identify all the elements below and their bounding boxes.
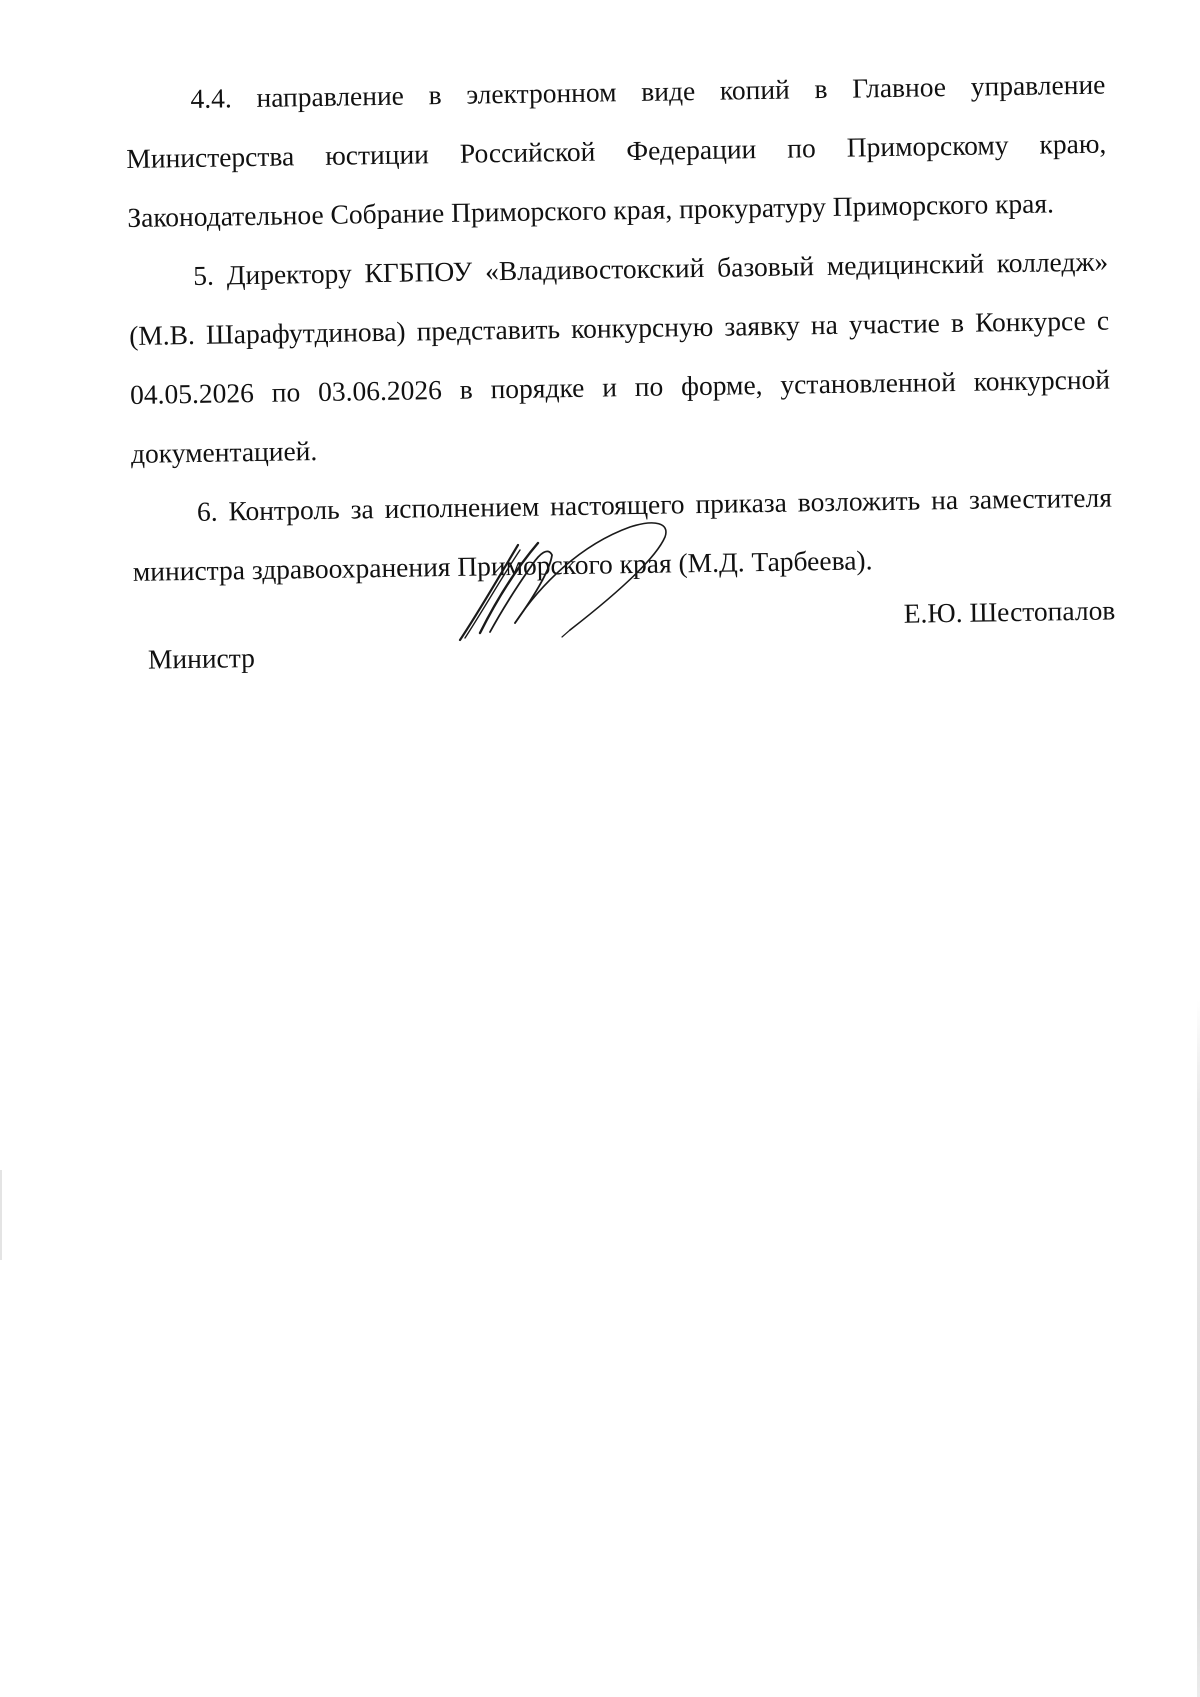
scan-edge-left xyxy=(0,1170,2,1260)
paragraph-5: 5. Директору КГБПОУ «Владивостокский базовый медицинский колледж» (М.В. Шарафутдинова) представить конкурсную заявку на участие в Конкурсе с 04.05.2026 по 03.06.2026 в порядке и по форме, установленной конкурсной документацией. xyxy=(128,245,1111,469)
signer-name: Е.Ю. Шестопалов xyxy=(903,594,1116,629)
handwritten-signature xyxy=(440,515,700,655)
paragraph-4-4: 4.4. направление в электронном виде копий в Главное управление Министерства юстиции Российской Федерации по Приморскому краю, Законодательное Собрание Приморского края, прокуратуру Приморского края. xyxy=(126,68,1107,233)
paragraph-6: 6. Контроль за исполнением настоящего приказа возложить на заместителя министра здравоохранения Приморского края (М.Д. Тарбеева). xyxy=(132,481,1113,587)
signer-position: Министр xyxy=(147,641,256,675)
